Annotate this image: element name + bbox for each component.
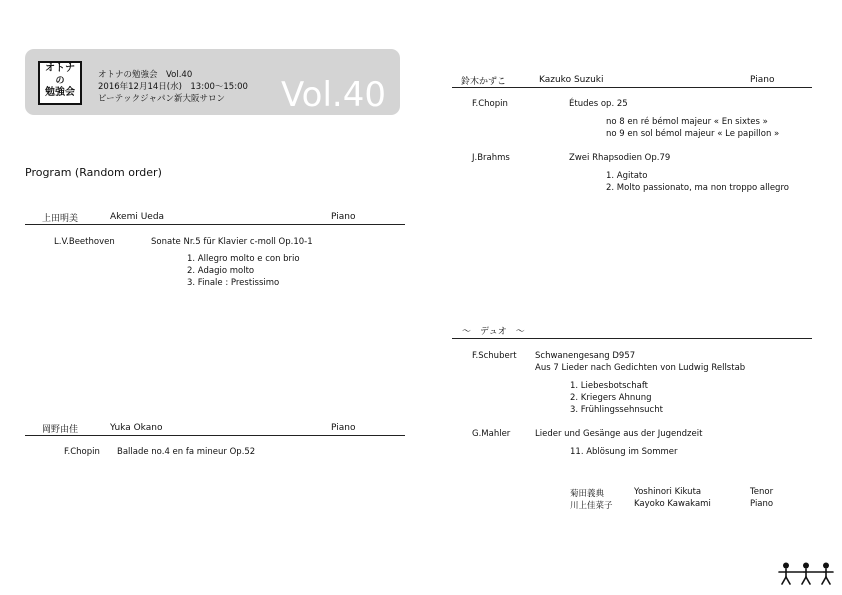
movement: no 8 en ré bémol majeur « En sixtes » [606, 117, 768, 127]
performer-name-ja: 岡野由佳 [42, 425, 79, 435]
performer-name-ja: 川上佳菜子 [570, 501, 613, 511]
performer-name-en: Yuka Okano [110, 423, 163, 433]
composer: J.Brahms [472, 153, 510, 163]
performer-role: Tenor [750, 487, 774, 497]
three-people-icon [778, 562, 834, 586]
piece-title: Zwei Rhapsodien Op.79 [569, 153, 671, 163]
performer-name-en: Akemi Ueda [110, 212, 165, 222]
composer: G.Mahler [472, 429, 511, 439]
movement: 2. Adagio molto [187, 266, 255, 276]
movement: 2. Molto passionato, ma non troppo allegro [606, 183, 789, 193]
volume-number: Vol.40 [281, 75, 386, 115]
event-datetime: 2016年12月14日(水) 13:00～15:00 [98, 82, 248, 92]
divider [452, 338, 812, 339]
divider [452, 87, 812, 88]
movement: 11. Ablösung im Sommer [570, 447, 678, 457]
event-logo [38, 61, 82, 105]
performer-instrument: Piano [331, 212, 356, 222]
performer-name-ja: 菊田義典 [570, 489, 605, 499]
piece-title: Lieder und Gesänge aus der Jugendzeit [535, 429, 703, 439]
piece-title: Sonate Nr.5 für Klavier c-moll Op.10-1 [151, 237, 313, 247]
program-title: Program (Random order) [25, 166, 162, 179]
logo-line: の [55, 76, 65, 86]
movement: no 9 en sol bémol majeur « Le papillon » [606, 129, 780, 139]
event-venue: ピーテックジャパン新大阪サロン [98, 94, 225, 104]
composer: F.Chopin [472, 99, 508, 109]
movement: 1. Liebesbotschaft [570, 381, 648, 391]
composer: F.Chopin [64, 447, 100, 457]
composer: F.Schubert [472, 351, 517, 361]
movement: 1. Agitato [606, 171, 648, 181]
piece-title: Ballade no.4 en fa mineur Op.52 [117, 447, 256, 457]
movement: 2. Kriegers Ahnung [570, 393, 652, 403]
composer: L.V.Beethoven [54, 237, 115, 247]
performer-name-ja: 上田明美 [42, 214, 79, 224]
duo-heading: ～ デュオ ～ [462, 327, 525, 337]
divider [25, 224, 405, 225]
piece-subtitle: Aus 7 Lieder nach Gedichten von Ludwig Rellstab [535, 363, 746, 373]
piece-title: Schwanengesang D957 [535, 351, 636, 361]
logo-line: オトナ [45, 63, 75, 74]
event-name: オトナの勉強会 Vol.40 [98, 70, 193, 80]
logo-line: 勉強会 [45, 87, 75, 98]
movement: 1. Allegro molto e con brio [187, 254, 300, 264]
performer-role: Piano [750, 499, 774, 509]
piece-title: Études op. 25 [569, 99, 628, 109]
performer-name-ja: 鈴木かずこ [461, 77, 507, 87]
performer-instrument: Piano [750, 75, 775, 85]
performer-instrument: Piano [331, 423, 356, 433]
performer-name-en: Kayoko Kawakami [634, 499, 711, 509]
header-banner [25, 49, 400, 115]
divider [25, 435, 405, 436]
performer-name-en: Yoshinori Kikuta [634, 487, 702, 497]
performer-name-en: Kazuko Suzuki [539, 75, 604, 85]
movement: 3. Frühlingssehnsucht [570, 405, 663, 415]
movement: 3. Finale : Prestissimo [187, 278, 280, 288]
